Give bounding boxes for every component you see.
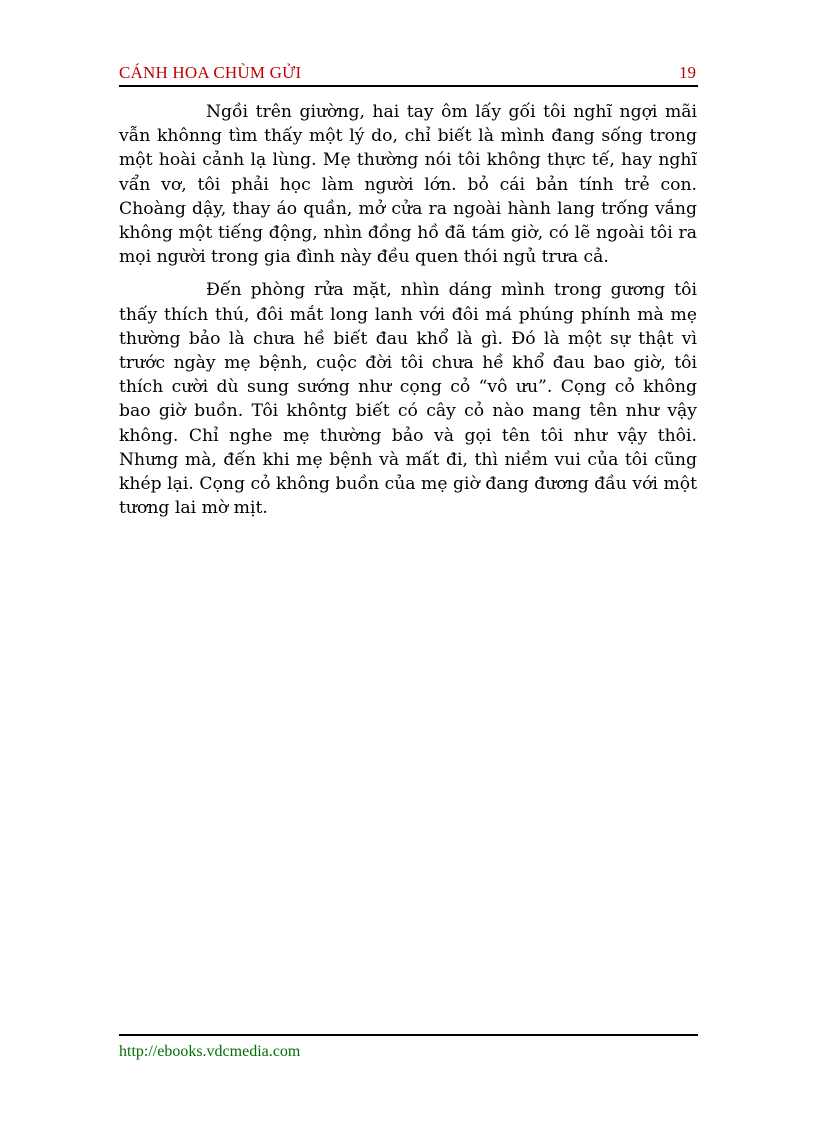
- paragraph-1: Ngồi trên giường, hai tay ôm lấy gối tôi nghĩ ngợi mãi vẫn khônng tìm thấy một lý do, chỉ biết là mình đang sống trong một hoài cảnh lạ lùng. Mẹ thường nói tôi không thực tế, hay nghĩ vẩn vơ, tôi phải học làm người lớn. bỏ cái bản tính trẻ con. Choàng dậy, thay áo quần, mở cửa ra ngoài hành lang trống vắng không một tiếng động, nhìn đồng hồ đã tám giờ, có lẽ ngoài tôi ra mọi người trong gia đình này đều quen thói ngủ trưa cả.: [119, 102, 697, 268]
- paragraph-2: Đến phòng rửa mặt, nhìn dáng mình trong gương tôi thấy thích thú, đôi mắt long lanh với đôi má phúng phính mà mẹ thường bảo là chưa hề biết đau khổ là gì. Đó là một sự thật vì trước ngày mẹ bệnh, cuộc đời tôi chưa hề khổ đau bao giờ, tôi thích cười dù sung sướng như cọng cỏ “vô ưu”. Cọng cỏ không bao giờ buồn. Tôi khôntg biết có cây cỏ nào mang tên như vậy không. Chỉ nghe mẹ thường bảo và gọi tên tôi như vậy thôi. Nhưng mà, đến khi mẹ bệnh và mất đi, thì niềm vui của tôi cũng khép lại. Cọng cỏ không buồn của mẹ giờ đang đương đầu với một tương lai mờ mịt.: [119, 280, 697, 519]
- header-divider: [119, 85, 698, 87]
- page-header: [119, 63, 698, 85]
- book-title: CÁNH HOA CHÙM GỬI: [119, 63, 302, 82]
- footer-link[interactable]: http://ebooks.vdcmedia.com: [119, 1043, 301, 1060]
- page-number: 19: [679, 63, 696, 82]
- footer-divider: [119, 1034, 698, 1036]
- page-body: [119, 100, 697, 520]
